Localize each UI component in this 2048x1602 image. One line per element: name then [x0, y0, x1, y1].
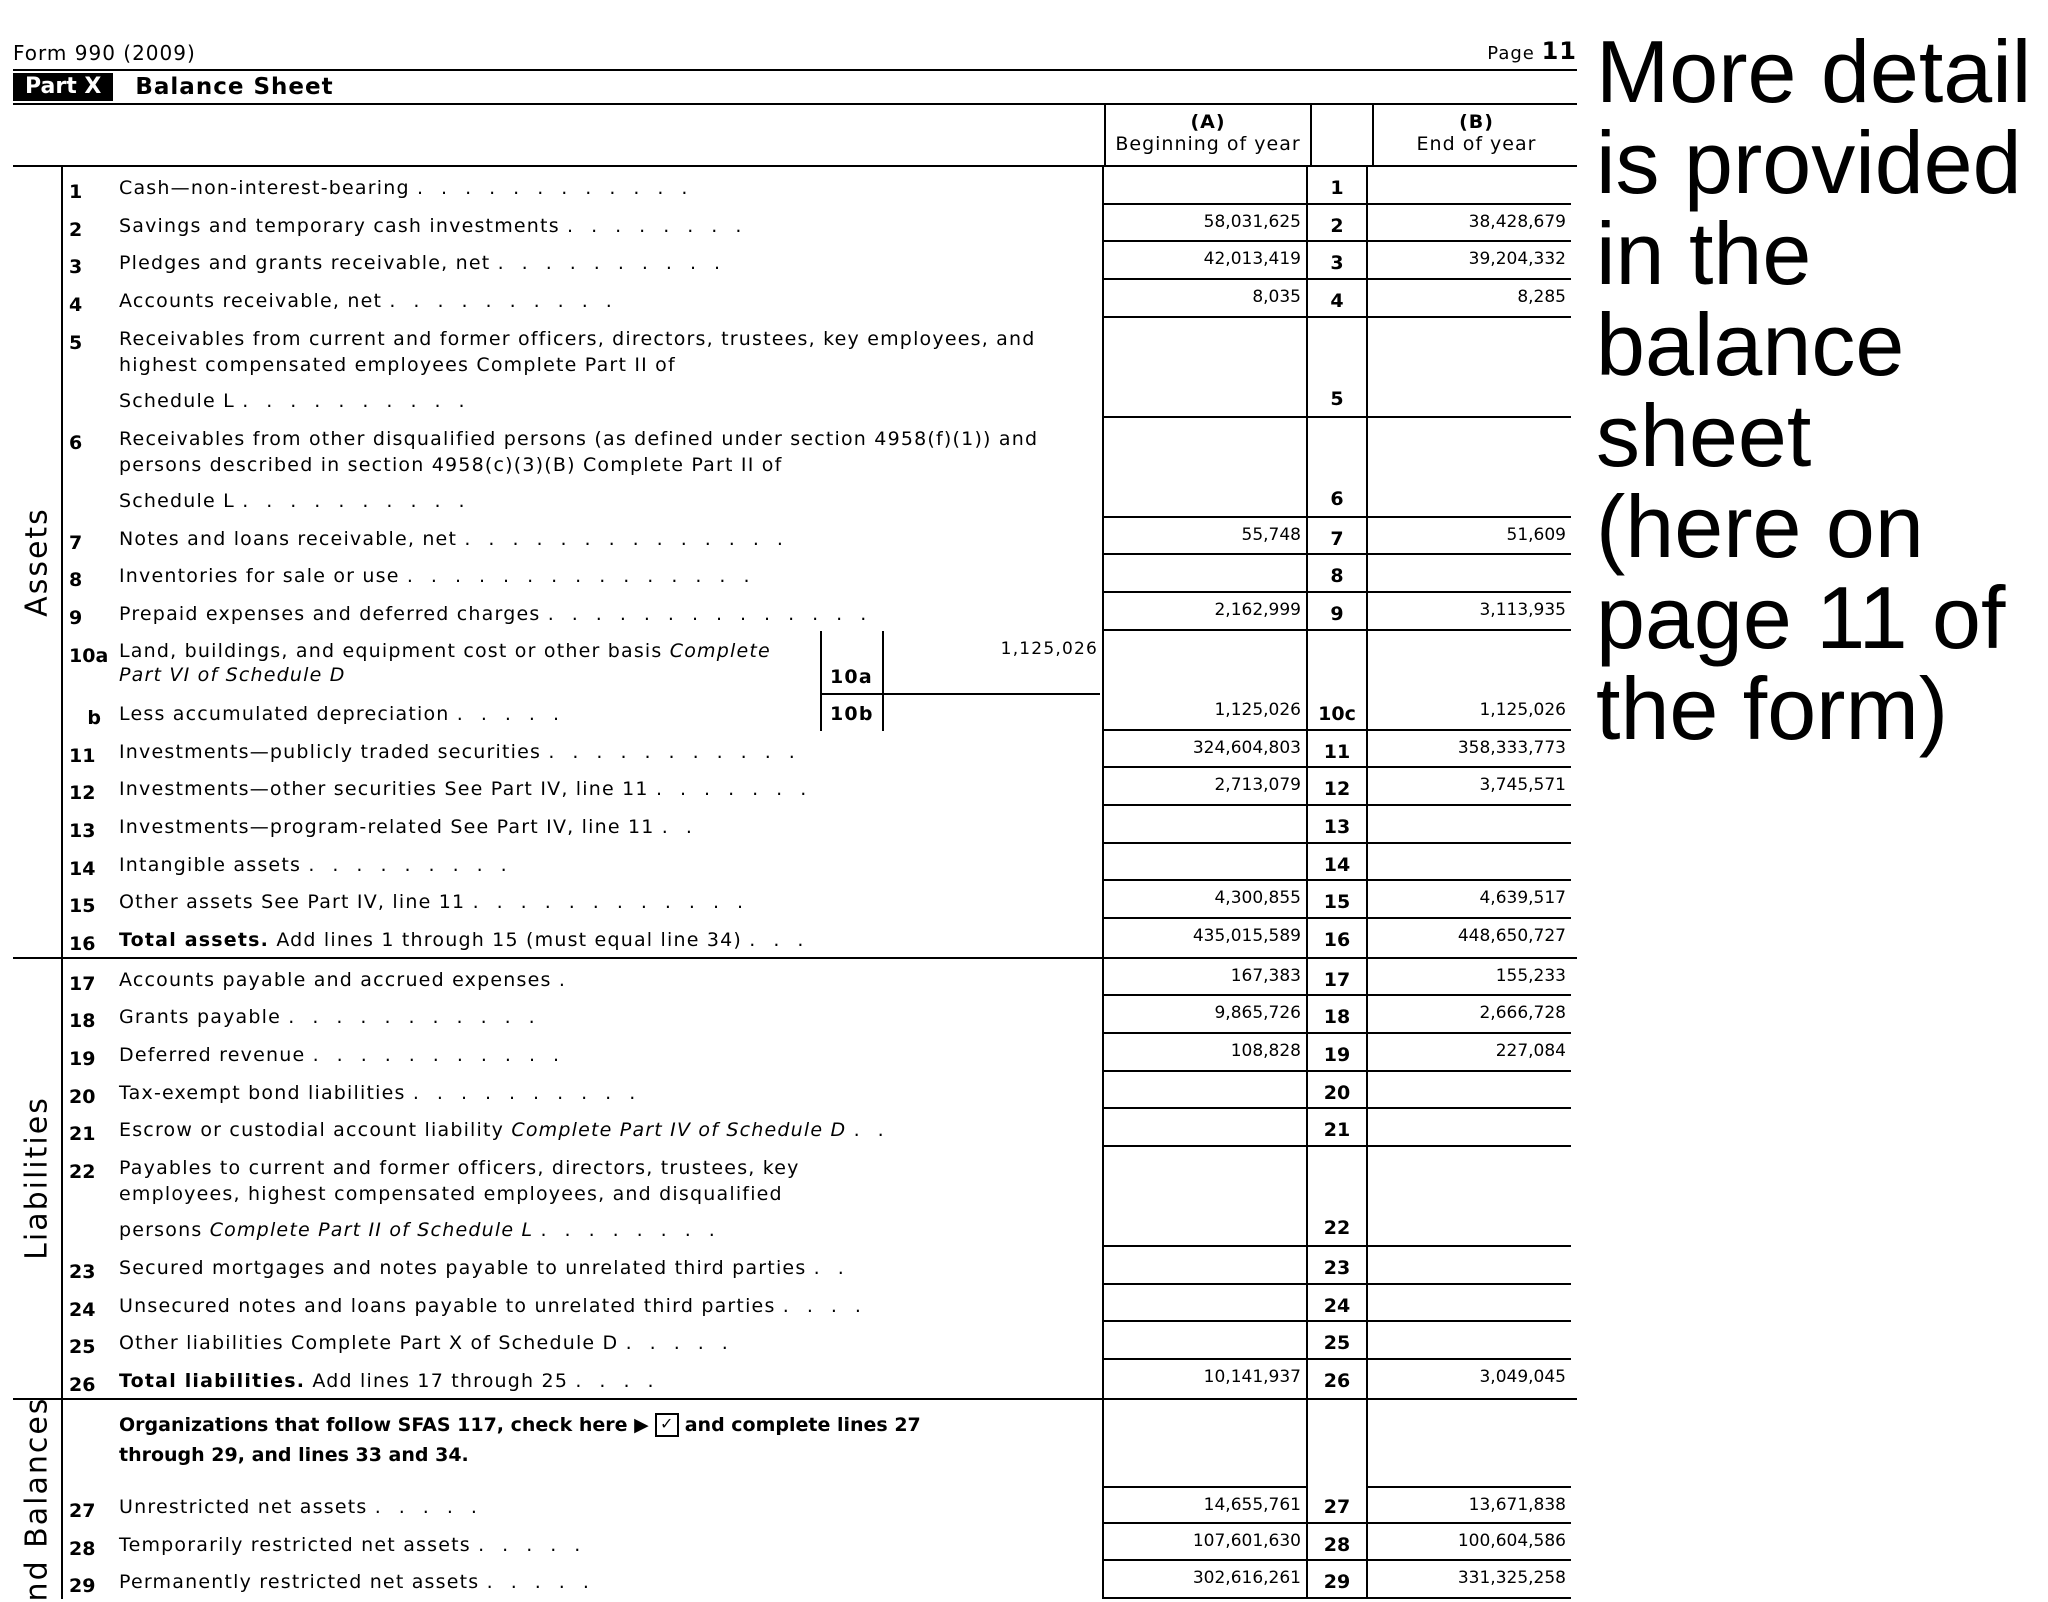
- part-header: [13, 71, 1577, 105]
- line-9-a[interactable]: 2,162,999: [1102, 593, 1306, 631]
- liabilities-label: Liabilities: [13, 959, 63, 1398]
- line-12-a[interactable]: 2,713,079: [1102, 768, 1306, 806]
- side-note: More detail is provided in the balance sheet (here on page 11 of the form): [1596, 22, 2032, 758]
- line-15-b[interactable]: 4,639,517: [1366, 881, 1571, 919]
- line-3: 3 Pledges and grants receivable, net .......... 42,013,419 3 39,204,332: [63, 242, 1577, 280]
- form-id: Form 990 (2009): [13, 41, 196, 65]
- box-10b: 10b: [830, 702, 874, 725]
- column-a-header: [1104, 105, 1310, 165]
- line-28-b[interactable]: 100,604,586: [1366, 1524, 1571, 1562]
- line-10c-a[interactable]: 1,125,026: [1102, 693, 1306, 731]
- page-number: [1487, 37, 1577, 65]
- line-20-b[interactable]: [1366, 1072, 1571, 1110]
- line-20: 20 Tax-exempt bond liabilities .......... 20: [63, 1072, 1577, 1110]
- assets-section: [13, 167, 1577, 959]
- line-23: 23 Secured mortgages and notes payable to unrelated third parties .. 23: [63, 1247, 1577, 1285]
- line-18-a[interactable]: 9,865,726: [1102, 996, 1306, 1034]
- line-10b: b Less accumulated depreciation ..... 10b 1,125,026 10c 1,125,026: [63, 693, 1577, 731]
- line-13-b[interactable]: [1366, 806, 1571, 844]
- line-3-b[interactable]: 39,204,332: [1366, 242, 1571, 280]
- line-24: 24 Unsecured notes and loans payable to unrelated third parties .... 24: [63, 1285, 1577, 1323]
- line-29-a[interactable]: 302,616,261: [1102, 1561, 1306, 1599]
- line-5-b[interactable]: [1366, 318, 1571, 418]
- line-7-b[interactable]: 51,609: [1366, 518, 1571, 556]
- line-2-a[interactable]: 58,031,625: [1102, 205, 1306, 243]
- line-2: 2 Savings and temporary cash investments ........ 58,031,625 2 38,428,679: [63, 205, 1577, 243]
- line-29-b[interactable]: 331,325,258: [1366, 1561, 1571, 1599]
- line-22-b[interactable]: [1366, 1147, 1571, 1247]
- box-10a-value[interactable]: 1,125,026: [1000, 638, 1098, 659]
- line-26: 26 Total liabilities. Add lines 17 through 25 .... 10,141,937 26 3,049,045: [63, 1360, 1577, 1398]
- line-17-a[interactable]: 167,383: [1102, 959, 1306, 997]
- line-26-a[interactable]: 10,141,937: [1102, 1360, 1306, 1398]
- line-19-a[interactable]: 108,828: [1102, 1034, 1306, 1072]
- line-14: 14 Intangible assets ......... 14: [63, 844, 1577, 882]
- line-24-b[interactable]: [1366, 1285, 1571, 1323]
- line-8: 8 Inventories for sale or use ............... 8: [63, 555, 1577, 593]
- form-header: [13, 37, 1577, 71]
- line-25: 25 Other liabilities Complete Part X of Schedule D ..... 25: [63, 1322, 1577, 1360]
- line-23-a[interactable]: [1102, 1247, 1306, 1285]
- line-16-b[interactable]: 448,650,727: [1366, 919, 1571, 957]
- line-23-b[interactable]: [1366, 1247, 1571, 1285]
- line-16-a[interactable]: 435,015,589: [1102, 919, 1306, 957]
- line-17: 17 Accounts payable and accrued expenses . 167,383 17 155,233: [63, 959, 1577, 997]
- line-21-a[interactable]: [1102, 1109, 1306, 1147]
- line-7: 7 Notes and loans receivable, net .............. 55,748 7 51,609: [63, 518, 1577, 556]
- line-8-a[interactable]: [1102, 555, 1306, 593]
- part-tag: Part X: [13, 73, 113, 101]
- line-21-b[interactable]: [1366, 1109, 1571, 1147]
- line-6: 6 Receivables from other disqualified persons (as defined under section 4958(f)(1)) and persons described in section 4958(c)(3)(B) Complete Part II of Schedule L .......... 6: [63, 418, 1577, 518]
- line-29: 29 Permanently restricted net assets ..... 302,616,261 29 331,325,258: [63, 1561, 1577, 1599]
- line-5-a[interactable]: [1102, 318, 1306, 418]
- col-b-label: End of year: [1416, 133, 1537, 155]
- liabilities-section: [13, 959, 1577, 1400]
- line-24-a[interactable]: [1102, 1285, 1306, 1323]
- line-12: 12 Investments—other securities See Part IV, line 11 ....... 2,713,079 12 3,745,571: [63, 768, 1577, 806]
- line-2-b[interactable]: 38,428,679: [1366, 205, 1571, 243]
- line-28-a[interactable]: 107,601,630: [1102, 1524, 1306, 1562]
- line-14-a[interactable]: [1102, 844, 1306, 882]
- line-15-a[interactable]: 4,300,855: [1102, 881, 1306, 919]
- line-18-b[interactable]: 2,666,728: [1366, 996, 1571, 1034]
- line-22-a[interactable]: [1102, 1147, 1306, 1247]
- line-22: 22 Payables to current and former officers, directors, trustees, key employees, highest compensated employees, and disqualified persons Complete Part II of Schedule L ........ 22: [63, 1147, 1577, 1247]
- assets-label: Assets: [13, 167, 63, 957]
- line-7-a[interactable]: 55,748: [1102, 518, 1306, 556]
- line-26-b[interactable]: 3,049,045: [1366, 1360, 1571, 1398]
- line-20-a[interactable]: [1102, 1072, 1306, 1110]
- net-assets-label: nd Balances: [13, 1400, 63, 1599]
- sfas-117-row: Organizations that follow SFAS 117, check here ▶ ✓ and complete lines 27 through 29, and lines 33 and 34.: [63, 1400, 1577, 1486]
- line-6-a[interactable]: [1102, 418, 1306, 518]
- line-11-b[interactable]: 358,333,773: [1366, 731, 1571, 769]
- page-number-value: 11: [1541, 37, 1577, 65]
- page-label: Page: [1487, 43, 1535, 64]
- sfas-117-checkbox[interactable]: ✓: [655, 1413, 679, 1437]
- line-25-b[interactable]: [1366, 1322, 1571, 1360]
- line-14-b[interactable]: [1366, 844, 1571, 882]
- line-11-a[interactable]: 324,604,803: [1102, 731, 1306, 769]
- balance-sheet-form: [13, 37, 1577, 1602]
- line-16: 16 Total assets. Add lines 1 through 15 (must equal line 34) ... 435,015,589 16 448,650,727: [63, 919, 1577, 957]
- line-18: 18 Grants payable ........... 9,865,726 18 2,666,728: [63, 996, 1577, 1034]
- column-b-header: [1372, 105, 1579, 165]
- line-4-a[interactable]: 8,035: [1102, 280, 1306, 318]
- line-4: 4 Accounts receivable, net .......... 8,035 4 8,285: [63, 280, 1577, 318]
- part-title: Balance Sheet: [135, 74, 334, 100]
- line-1: 1 Cash—non-interest-bearing ............ 1: [63, 167, 1577, 205]
- col-a-label: Beginning of year: [1115, 133, 1301, 155]
- box-10a: 10a: [830, 665, 873, 688]
- line-13: 13 Investments—program-related See Part IV, line 11 .. 13: [63, 806, 1577, 844]
- line-11: 11 Investments—publicly traded securities ........... 324,604,803 11 358,333,773: [63, 731, 1577, 769]
- line-1-b[interactable]: [1366, 167, 1571, 205]
- line-10c-b[interactable]: 1,125,026: [1366, 693, 1571, 731]
- line-10a: 10a Land, buildings, and equipment cost or other basis Complete Part VI of Schedule D 10a 1,125,026: [63, 631, 1577, 693]
- column-headers: [13, 105, 1577, 167]
- col-a-letter: (A): [1190, 111, 1226, 133]
- line-9: 9 Prepaid expenses and deferred charges .............. 2,162,999 9 3,113,935: [63, 593, 1577, 631]
- line-13-a[interactable]: [1102, 806, 1306, 844]
- line-15: 15 Other assets See Part IV, line 11 ............ 4,300,855 15 4,639,517: [63, 881, 1577, 919]
- line-25-a[interactable]: [1102, 1322, 1306, 1360]
- line-9-b[interactable]: 3,113,935: [1366, 593, 1571, 631]
- col-b-letter: (B): [1459, 111, 1494, 133]
- line-19: 19 Deferred revenue ........... 108,828 19 227,084: [63, 1034, 1577, 1072]
- line-3-a[interactable]: 42,013,419: [1102, 242, 1306, 280]
- line-27-b[interactable]: 13,671,838: [1366, 1486, 1571, 1524]
- line-27-a[interactable]: 14,655,761: [1102, 1486, 1306, 1524]
- line-5: 5 Receivables from current and former officers, directors, trustees, key employees, and highest compensated employees Complete Part II of Schedule L .......... 5: [63, 318, 1577, 418]
- line-8-b[interactable]: [1366, 555, 1571, 593]
- line-27: 27 Unrestricted net assets ..... 14,655,761 27 13,671,838: [63, 1486, 1577, 1524]
- line-19-b[interactable]: 227,084: [1366, 1034, 1571, 1072]
- line-28: 28 Temporarily restricted net assets ..... 107,601,630 28 100,604,586: [63, 1524, 1577, 1562]
- line-4-b[interactable]: 8,285: [1366, 280, 1571, 318]
- line-21: 21 Escrow or custodial account liability Complete Part IV of Schedule D .. 21: [63, 1109, 1577, 1147]
- line-1-a[interactable]: [1102, 167, 1306, 205]
- net-assets-section: [13, 1396, 1577, 1602]
- line-12-b[interactable]: 3,745,571: [1366, 768, 1571, 806]
- line-17-b[interactable]: 155,233: [1366, 959, 1571, 997]
- line-6-b[interactable]: [1366, 418, 1571, 518]
